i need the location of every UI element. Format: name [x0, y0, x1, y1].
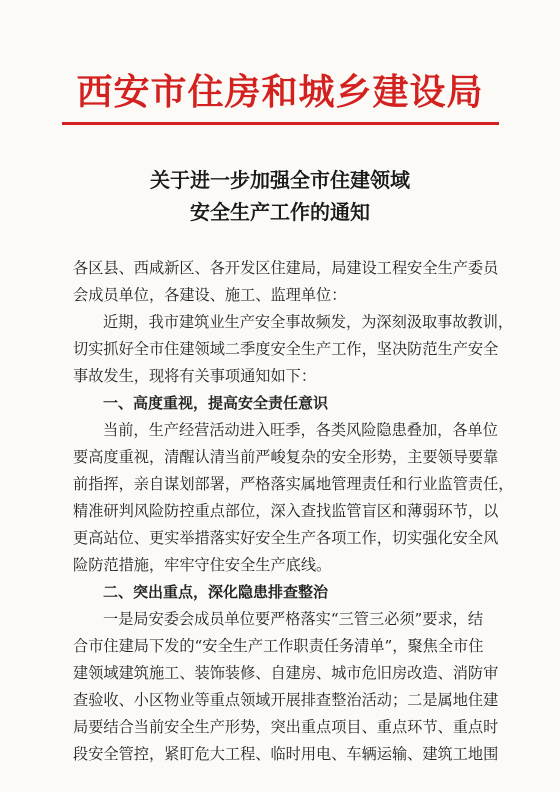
section-1-line-6: 险防范措施，牢牢守住安全生产底线。	[73, 556, 332, 574]
notice-body	[73, 255, 514, 768]
section-2-line-3: 建领域建筑施工、装饰装修、自建房、城市危旧房改造、消防审	[73, 664, 499, 682]
section-1-line-4: 精准研判风险防控重点部位，深入查找监管盲区和薄弱环节，以	[73, 502, 499, 520]
org-letterhead: 西安市住房和城乡建设局	[76, 71, 484, 113]
salutation-line-1: 各区县、西咸新区、各开发区住建局，局建设工程安全生产委员	[73, 259, 499, 277]
notice-title-line-2: 安全生产工作的通知	[190, 200, 370, 224]
section-1-line-5: 更高站位、更实举措落实好安全生产各项工作，切实强化安全风	[73, 529, 499, 547]
section-2-line-6: 段安全管控，紧盯危大工程、临时用电、车辆运输、建筑工地围	[73, 745, 499, 763]
section-2-line-5: 局要结合当前安全生产形势，突出重点项目、重点环节、重点时	[73, 718, 499, 736]
section-2-line-1: 一是局安委会成员单位要严格落实“三管三必须”要求，结	[103, 610, 484, 628]
section-1-line-3: 前指挥，亲自谋划部署，严格落实属地管理责任和行业监管责任，	[73, 475, 514, 493]
section-1-line-1: 当前，生产经营活动进入旺季，各类风险隐患叠加，各单位	[103, 421, 498, 439]
section-2-line-4: 查验收、小区物业等重点领域开展排查整治活动；二是属地住建	[73, 691, 499, 709]
letterhead-red-rule	[62, 122, 499, 125]
salutation-line-2: 会成员单位，各建设、施工、监理单位：	[73, 286, 347, 304]
intro-line-2: 切实抓好全市住建领域二季度安全生产工作，坚决防范生产安全	[73, 340, 499, 358]
section-1-paragraph	[73, 417, 514, 579]
section-heading-2: 二、突出重点，深化隐患排查整治	[103, 583, 329, 601]
section-2-line-2: 合市住建局下发的“安全生产工作职责任务清单”，聚焦全市住	[73, 637, 484, 655]
salutation-paragraph	[73, 255, 499, 309]
section-1-line-2: 要高度重视，清醒认清当前严峻复杂的安全形势，主要领导要靠	[73, 448, 499, 466]
intro-paragraph	[73, 309, 514, 390]
intro-line-1: 近期，我市建筑业生产安全事故频发，为深刻汲取事故教训，	[103, 313, 514, 331]
section-heading-1: 一、高度重视，提高安全责任意识	[103, 394, 329, 412]
notice-title-line-1: 关于进一步加强全市住建领域	[150, 168, 410, 192]
section-2-paragraph	[73, 606, 499, 768]
intro-line-3: 事故发生，现将有关事项通知如下：	[73, 367, 316, 385]
